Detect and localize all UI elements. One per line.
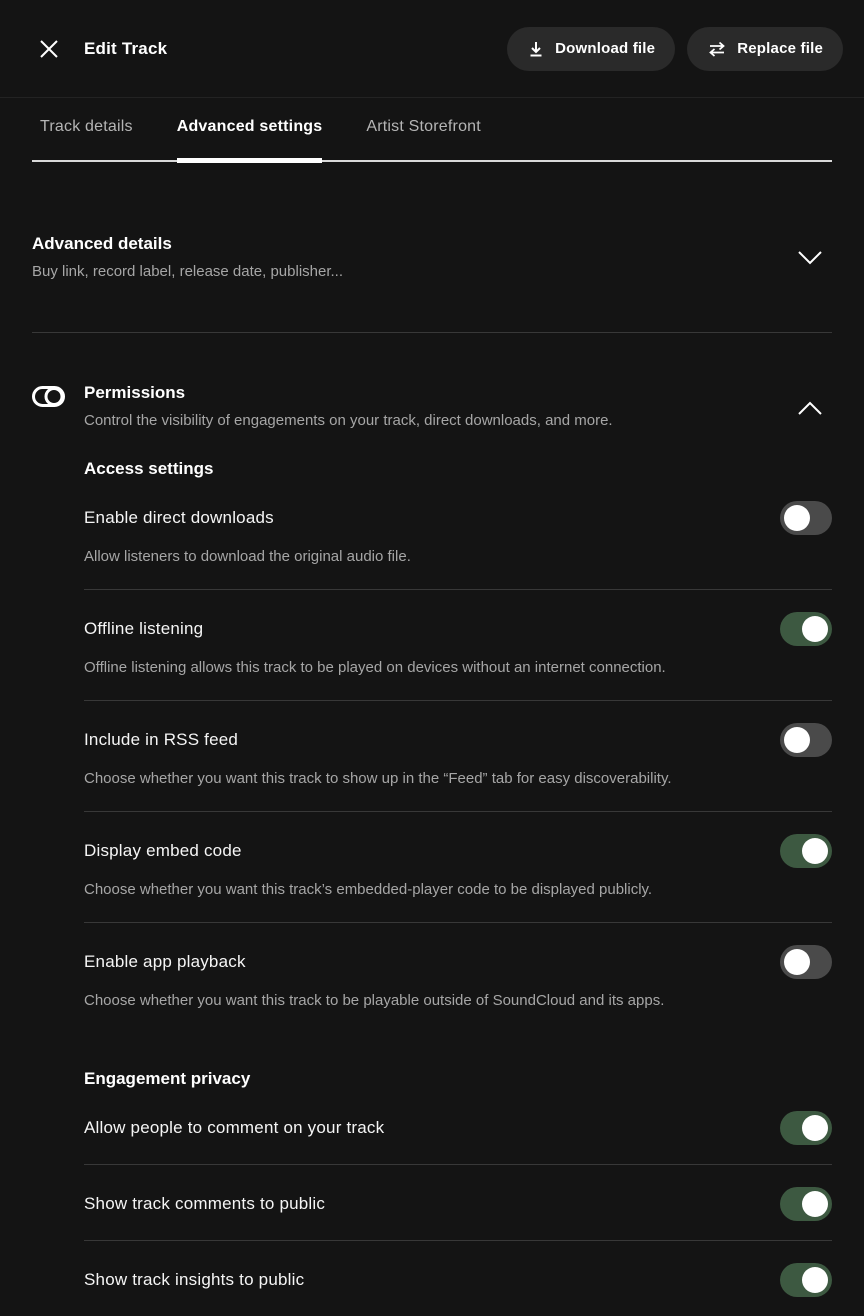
setting-label: Show track comments to public (84, 1194, 326, 1213)
tab-track-details[interactable]: Track details (40, 118, 133, 160)
toggle-show-insights-public[interactable] (780, 1263, 832, 1297)
advanced-details-subtitle: Buy link, record label, release date, publisher... (32, 263, 344, 280)
swap-arrows-icon (707, 40, 727, 58)
setting-label: Offline listening (84, 619, 204, 638)
toggle-offline-listening[interactable] (780, 612, 832, 646)
toggle-knob (802, 1267, 828, 1293)
page-title: Edit Track (84, 38, 168, 58)
group-heading-engagement-privacy: Engagement privacy (84, 1069, 251, 1088)
toggle-enable-app-playback[interactable] (780, 945, 832, 979)
setting-description: Allow listeners to download the original audio file. (84, 548, 411, 565)
setting-label: Show track insights to public (84, 1270, 305, 1289)
toggle-knob (802, 838, 828, 864)
close-icon (37, 37, 61, 61)
setting-label: Include in RSS feed (84, 730, 239, 749)
advanced-details-section[interactable] (32, 162, 832, 333)
toggle-knob (784, 727, 810, 753)
collapse-permissions-button[interactable] (790, 389, 830, 429)
toggle-enable-direct-downloads[interactable] (780, 501, 832, 535)
setting-row-allow-comments (84, 1089, 832, 1165)
group-heading-access-settings: Access settings (84, 459, 214, 478)
toggle-allow-comments[interactable] (780, 1111, 832, 1145)
toggle-include-in-rss-feed[interactable] (780, 723, 832, 757)
setting-description: Choose whether you want this track to show up in the “Feed” tab for easy discoverability. (84, 770, 672, 787)
setting-row-show-insights-public (84, 1241, 832, 1316)
setting-row-enable-direct-downloads (84, 479, 832, 590)
download-file-button[interactable]: Download file (507, 27, 675, 71)
setting-label: Enable app playback (84, 952, 246, 971)
chevron-up-icon (797, 401, 823, 417)
setting-row-offline-listening (84, 590, 832, 701)
toggle-show-comments-public[interactable] (780, 1187, 832, 1221)
toggle-knob (784, 505, 810, 531)
setting-row-show-comments-public (84, 1165, 832, 1241)
setting-row-display-embed-code (84, 812, 832, 923)
access-settings-group (84, 479, 832, 1033)
setting-label: Allow people to comment on your track (84, 1118, 385, 1137)
advanced-details-title: Advanced details (32, 234, 172, 253)
setting-row-include-in-rss-feed (84, 701, 832, 812)
tab-advanced-settings[interactable]: Advanced settings (177, 118, 323, 160)
permissions-subtitle: Control the visibility of engagements on your track, direct downloads, and more. (84, 412, 613, 429)
expand-advanced-details-button[interactable] (790, 237, 830, 277)
permissions-section (32, 333, 832, 1316)
chevron-down-icon (797, 249, 823, 265)
engagement-privacy-group (84, 1089, 832, 1316)
toggle-knob (784, 949, 810, 975)
setting-label: Display embed code (84, 841, 242, 860)
close-button[interactable] (36, 36, 62, 62)
setting-label: Enable direct downloads (84, 508, 274, 527)
setting-description: Offline listening allows this track to be played on devices without an internet connection. (84, 659, 666, 676)
permissions-title: Permissions (84, 383, 186, 402)
replace-file-button[interactable]: Replace file (687, 27, 843, 71)
tab-bar (32, 98, 832, 162)
toggle-knob (802, 1115, 828, 1141)
setting-description: Choose whether you want this track to be playable outside of SoundCloud and its apps. (84, 992, 665, 1009)
header-actions (507, 27, 843, 71)
setting-description: Choose whether you want this track’s embedded-player code to be displayed publicly. (84, 881, 653, 898)
toggle-knob (802, 1191, 828, 1217)
toggle-switch-icon (32, 383, 84, 1316)
toggle-knob (802, 616, 828, 642)
download-icon (527, 40, 545, 58)
tab-artist-storefront[interactable]: Artist Storefront (366, 118, 481, 160)
modal-header (0, 0, 864, 98)
setting-row-enable-app-playback (84, 923, 832, 1033)
toggle-display-embed-code[interactable] (780, 834, 832, 868)
